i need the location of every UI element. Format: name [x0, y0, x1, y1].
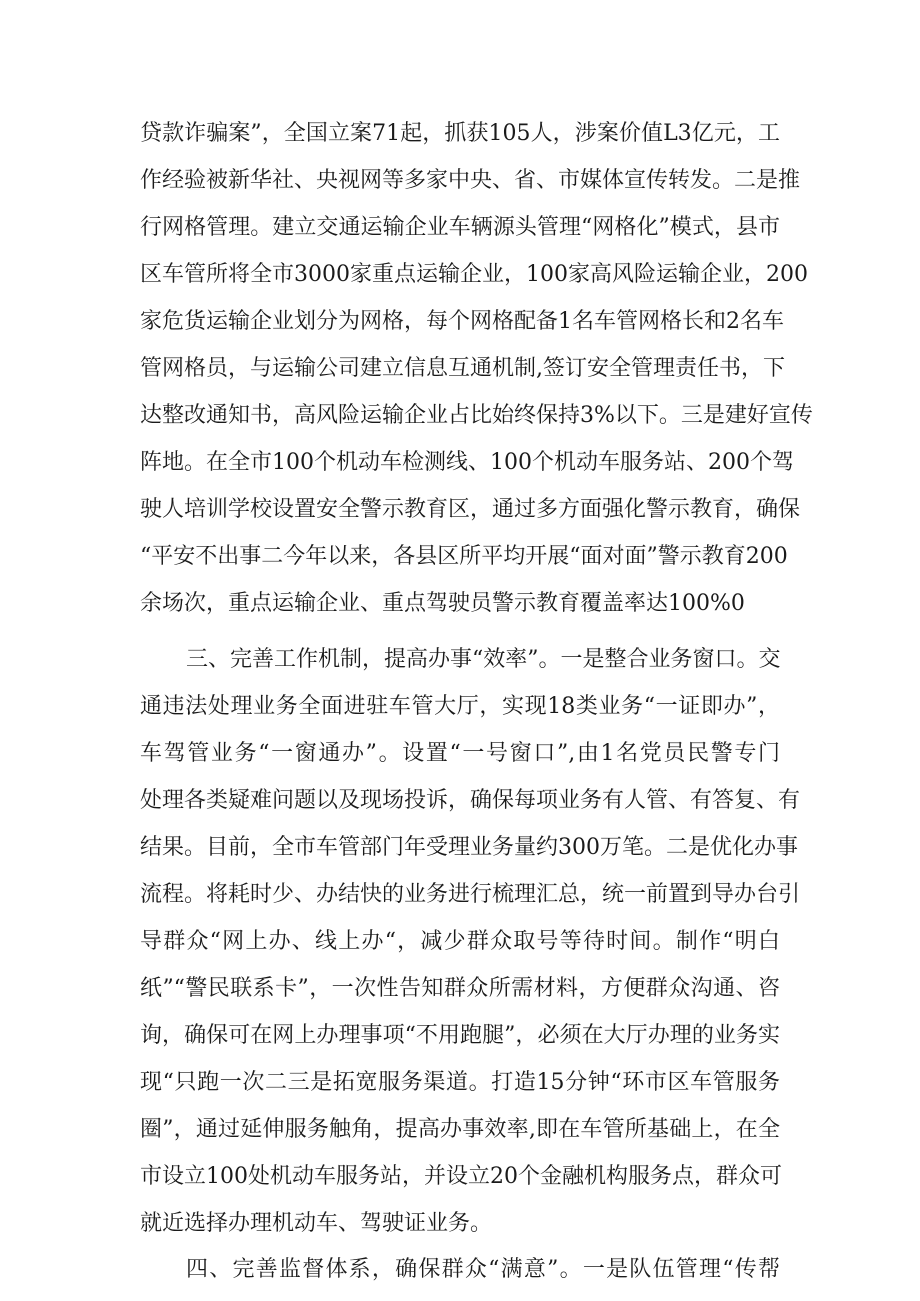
- text-line: 询，确保可在网上办理事项“不用跑腿”，必须在大厅办理的业务实: [140, 1023, 780, 1048]
- text-line: 作经验被新华社、央视网等多家中央、省、市媒体宣传转发。二是推: [140, 168, 801, 193]
- text-line: 通违法处理业务全面进驻车管大厅，实现18类业务“一证即办”，: [140, 694, 780, 719]
- text-line: 结果。目前，全市车管部门年受理业务量约300万笔。二是优化办事: [140, 835, 798, 860]
- text-line: 达整改通知书，高风险运输企业占比始终保持3%以下。三是建好宣传: [140, 403, 813, 428]
- text-line: 家危货运输企业划分为网格，每个网格配备1名车管网格长和2名车: [140, 309, 784, 334]
- text-line: 市设立100处机动车服务站，并设立20个金融机构服务点，群众可: [140, 1164, 782, 1189]
- text-line: 贷款诈骗案”，全国立案71起，抓获105人，涉案价值L3亿元，工: [140, 121, 780, 146]
- section-heading-line: 四、完善监督体系，确保群众“满意”。一是队伍管理“传帮: [186, 1257, 780, 1282]
- text-line: 处理各类疑难问题以及现场投诉，确保每项业务有人管、有答复、有: [140, 788, 801, 813]
- text-line: 驶人培训学校设置安全警示教育区，通过多方面强化警示教育，确保: [140, 497, 801, 522]
- text-line: 导群众“网上办、线上办“，减少群众取号等待时间。制作“明白: [140, 929, 780, 954]
- text-line: 就近选择办理机动车、驾驶证业务。: [140, 1211, 493, 1236]
- text-line: 行网格管理。建立交通运输企业车辆源头管理“网格化”模式，县市: [140, 215, 780, 240]
- section-heading-line: 三、完善工作机制，提高办事“效率”。一是整合业务窗口。交: [186, 647, 781, 672]
- text-line: 圈”，通过延伸服务触角，提高办事效率,即在车管所基础上，在全: [140, 1117, 780, 1142]
- text-line: 现“只跑一次二三是拓宽服务渠道。打造15分钟“环市区车管服务: [140, 1070, 780, 1095]
- text-line: 区车管所将全市3000家重点运输企业，100家高风险运输企业，200: [140, 262, 808, 287]
- text-line: 流程。将耗时少、办结快的业务进行梳理汇总，统一前置到导办台引: [140, 882, 801, 907]
- text-line: 车驾管业务“一窗通办”。设置“一号窗口”,由1名党员民警专门: [140, 741, 780, 766]
- text-line: 余场次，重点运输企业、重点驾驶员警示教育覆盖率达100%0: [140, 591, 745, 616]
- text-line: 纸”“警民联系卡”，一次性告知群众所需材料，方便群众沟通、咨: [140, 976, 780, 1001]
- text-line: 管网格员，与运输公司建立信息互通机制,签订安全管理责任书，下: [140, 356, 785, 381]
- text-line: “平安不出事二今年以来，各县区所平均开展“面对面”警示教育200: [140, 544, 788, 569]
- text-line: 阵地。在全市100个机动车检测线、100个机动车服务站、200个驾: [140, 450, 794, 475]
